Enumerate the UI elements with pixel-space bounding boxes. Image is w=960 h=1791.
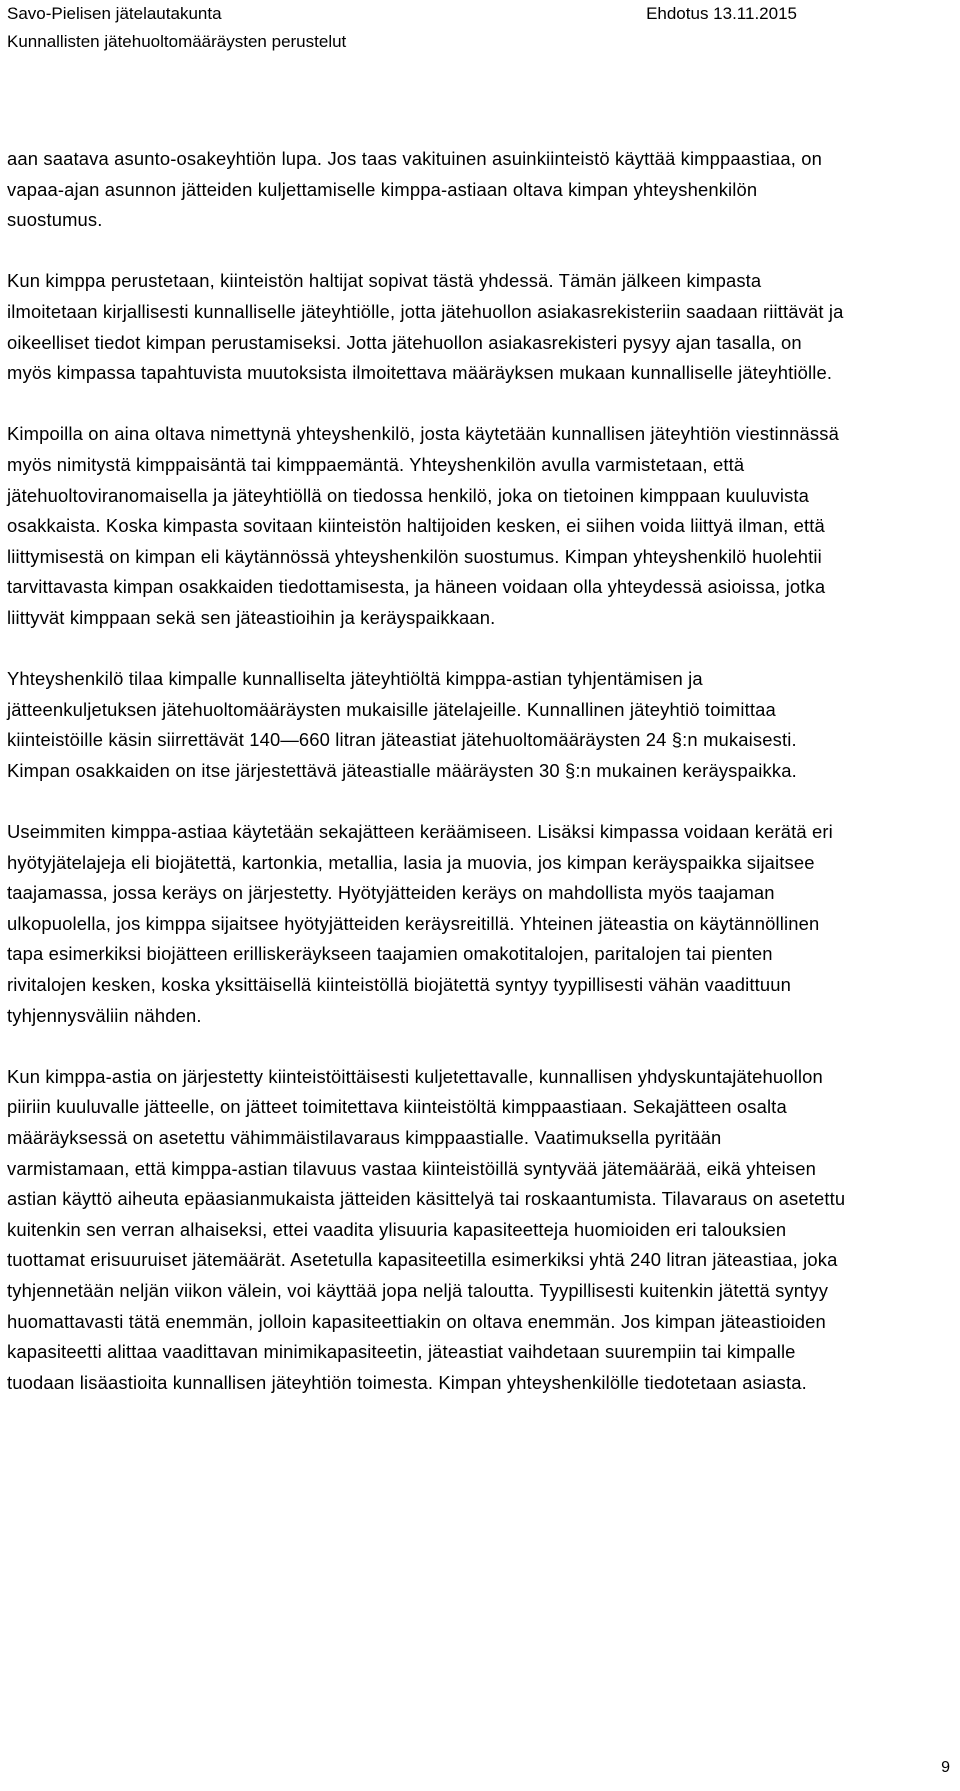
page-number: 9 bbox=[941, 1759, 950, 1776]
organization-name: Savo-Pielisen jätelautakunta bbox=[7, 4, 222, 23]
paragraph: aan saatava asunto-osakeyhtiön lupa. Jos taas vakituinen asuinkiinteistö käyttää kimppaastiaa, on vapaa-ajan asunnon jätteiden kuljettamiselle kimppa-astiaan oltava kimpan yhteyshenkilön suostumus. bbox=[7, 148, 823, 231]
paragraph: Yhteyshenkilö tilaa kimpalle kunnalliselta jäteyhtiöltä kimppa-astian tyhjentämisen ja jätteenkuljetuksen jätehuoltomääräysten mukaisille jätelajeille. Kunnallinen jäteyhtiö toimittaa kiinteistöille käsin siirrettävät 140—660 litran jäteastiat jätehuoltomääräysten 24 §:n mukaisesti. Kimpan osakkaiden on itse järjestettävä jäteastialle määräysten 30 §:n mukainen keräyspaikka. bbox=[7, 668, 797, 781]
paragraph: Kun kimppa-astia on järjestetty kiinteistöittäisesti kuljetettavalle, kunnallisen yhdyskuntajätehuollon piiriin kuuluvalle jätteelle, on jätteet toimitettava kiinteistöltä kimppaastiaan. Sekajätteen osalta määräyksessä on asetettu vähimmäistilavaraus kimppaastialle. Vaatimuksella pyritään varmistamaan, että kimppa-astian tilavuus vastaa kiinteistöillä syntyvää jätemäärää, eikä yhteisen astian käyttö aiheuta epäasianmukaista jätteiden käsittelyä tai roskaantumista. Tilavaraus on asetettu kuitenkin sen verran alhaiseksi, ettei vaadita ylisuuria kapasiteetteja huomioiden eri talouksien tuottamat erisuuruiset jätemäärät. Asetetulla kapasiteetilla esimerkiksi yhtä 240 litran jäteastiaa, joka tyhjennetään neljän viikon välein, voi käyttää jopa neljä taloutta. Tyypillisesti kuitenkin jätettä syntyy huomattavasti tätä enemmän, jolloin kapasiteettiakin on oltava enemmän. Jos kimpan jäteastioiden kapasiteetti alittaa vaadittavan minimikapasiteetin, jäteastiat vaihdetaan suurempiin tai kimpalle tuodaan lisäastioita kunnallisen jäteyhtiön toimesta. Kimpan yhteyshenkilölle tiedotetaan asiasta. bbox=[7, 1065, 846, 1393]
paragraph: Useimmiten kimppa-astiaa käytetään sekajätteen keräämiseen. Lisäksi kimpassa voidaan kerätä eri hyötyjätelajeja eli biojätettä, kartonkia, metallia, lasia ja muovia, jos kimpan keräyspaikka sijaitsee taajamassa, jossa keräys on järjestetty. Hyötyjätteiden keräys on mahdollista myös taajaman ulkopuolella, jos kimppa sijaitsee hyötyjätteiden keräysreitillä. Yhteinen jäteastia on käytännöllinen tapa esimerkiksi biojätteen erilliskeräykseen taajamien omakotitalojen, paritalojen tai pienten rivitalojen kesken, koska yksittäisellä kiinteistöllä biojätettä syntyy tyypillisesti vähän vaadittuun tyhjennysväliin nähden. bbox=[7, 821, 833, 1026]
page-header bbox=[7, 0, 797, 56]
paragraph: Kimpoilla on aina oltava nimettynä yhteyshenkilö, josta käytetään kunnallisen jäteyhtiön viestinnässä myös nimitystä kimppaisäntä tai kimppaemäntä. Yhteyshenkilön avulla varmistetaan, että jätehuoltoviranomaisella ja jäteyhtiöllä on tiedossa henkilö, joka on tietoinen kimppaan kuuluvista osakkaista. Koska kimpasta sovitaan kiinteistön haltijoiden kesken, ei siihen voida liittyä ilman, että liittymisestä on kimpan eli käytännössä yhteyshenkilön suostumus. Kimpan yhteyshenkilö huolehtii tarvittavasta kimpan osakkaiden tiedottamisesta, ja häneen voidaan olla yhteydessä asioissa, jotka liittyvät kimppaan sekä sen jäteastioihin ja keräyspaikkaan. bbox=[7, 423, 839, 628]
document-subtitle: Kunnallisten jätehuoltomääräysten perustelut bbox=[7, 32, 347, 51]
paragraph: Kun kimppa perustetaan, kiinteistön haltijat sopivat tästä yhdessä. Tämän jälkeen kimpasta ilmoitetaan kirjallisesti kunnalliselle jäteyhtiölle, jotta jätehuollon asiakasrekisteriin saadaan riittävät ja oikeelliset tiedot kimpan perustamiseksi. Jotta jätehuollon asiakasrekisteri pysyy ajan tasalla, on myös kimpassa tapahtuvista muutoksista ilmoitettava määräyksen mukaan kunnalliselle jäteyhtiölle. bbox=[7, 270, 844, 384]
header-bottom-row bbox=[7, 28, 797, 56]
document-body bbox=[7, 144, 847, 1429]
header-top-row bbox=[7, 0, 797, 28]
draft-date: Ehdotus 13.11.2015 bbox=[646, 4, 797, 23]
